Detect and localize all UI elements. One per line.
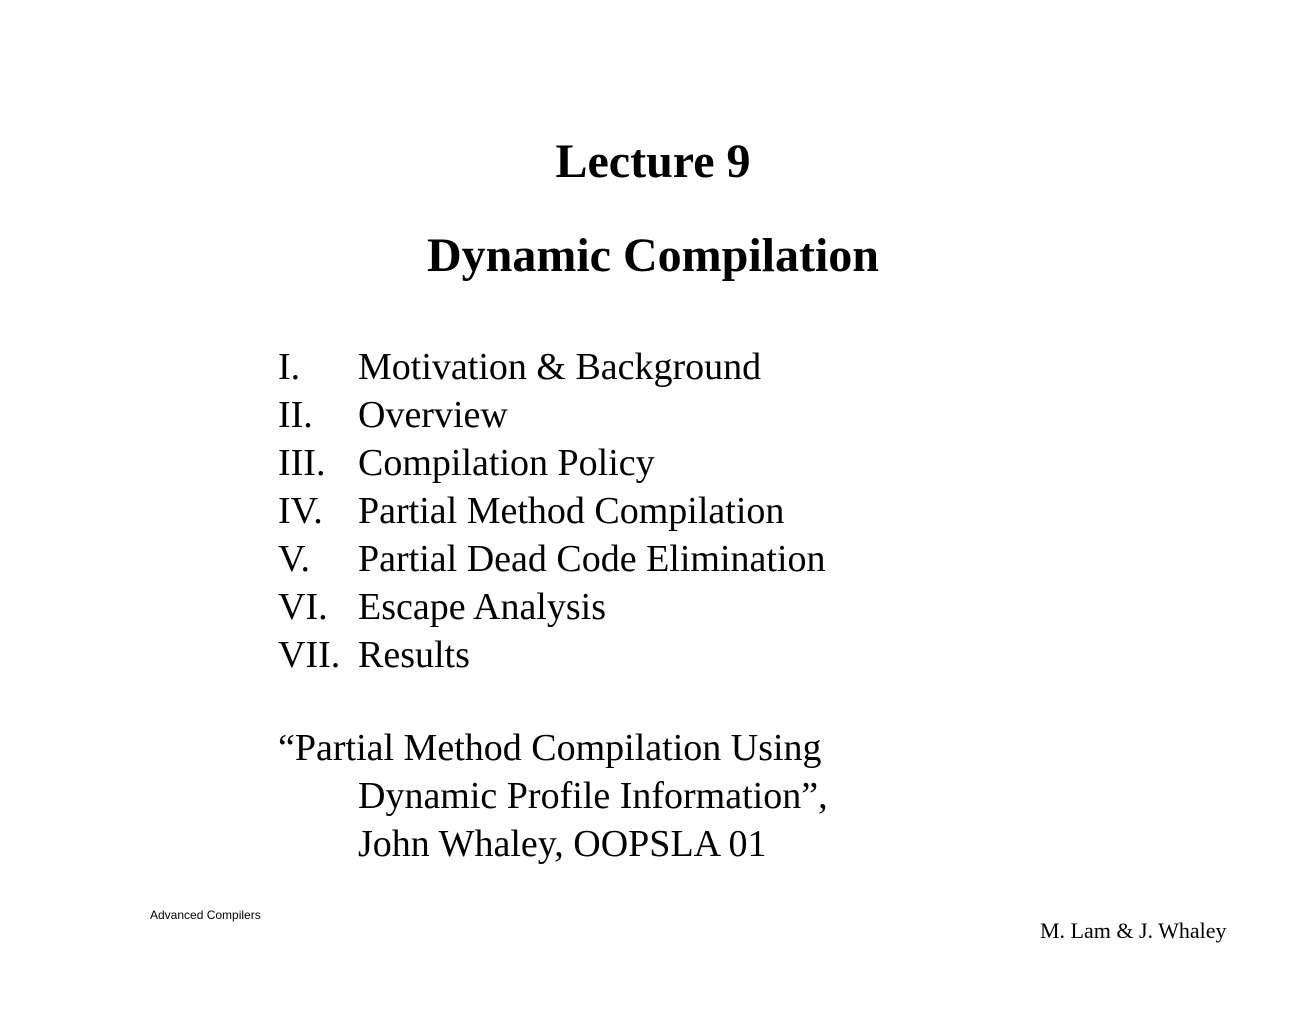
outline-item-text: Compilation Policy [358, 442, 655, 484]
footer-authors: M. Lam & J. Whaley [1040, 918, 1227, 943]
outline-item [278, 535, 826, 583]
outline-item-number: VII. [278, 634, 341, 676]
outline-item-number: I. [278, 346, 301, 388]
outline-item-text: Results [358, 634, 470, 676]
paper-reference [278, 724, 828, 868]
outline-item-number: VI. [278, 586, 328, 628]
outline-item [278, 487, 826, 535]
lecture-title: Lecture 9 [555, 135, 751, 188]
reference-line-title-cont: Dynamic Profile Information”, [358, 775, 828, 817]
reference-line-title: “Partial Method Compilation Using [278, 727, 822, 769]
reference-line-author: John Whaley, OOPSLA 01 [358, 823, 767, 865]
outline-item-number: II. [278, 394, 313, 436]
lecture-subtitle: Dynamic Compilation [426, 229, 879, 282]
outline-item [278, 439, 826, 487]
outline-item [278, 343, 826, 391]
footer-course: Advanced Compilers [150, 908, 261, 922]
outline-item-number: III. [278, 442, 326, 484]
outline-item-number: IV. [278, 490, 323, 532]
outline-item-text: Overview [358, 394, 508, 436]
outline-item [278, 583, 826, 631]
outline-item-text: Partial Method Compilation [358, 490, 785, 532]
outline-item-text: Partial Dead Code Elimination [358, 538, 826, 580]
outline-item-text: Motivation & Background [358, 346, 762, 388]
outline-item-number: V. [278, 538, 311, 580]
outline-item [278, 391, 826, 439]
outline-item-text: Escape Analysis [358, 586, 607, 628]
outline-item [278, 631, 826, 679]
outline-list [278, 343, 826, 679]
